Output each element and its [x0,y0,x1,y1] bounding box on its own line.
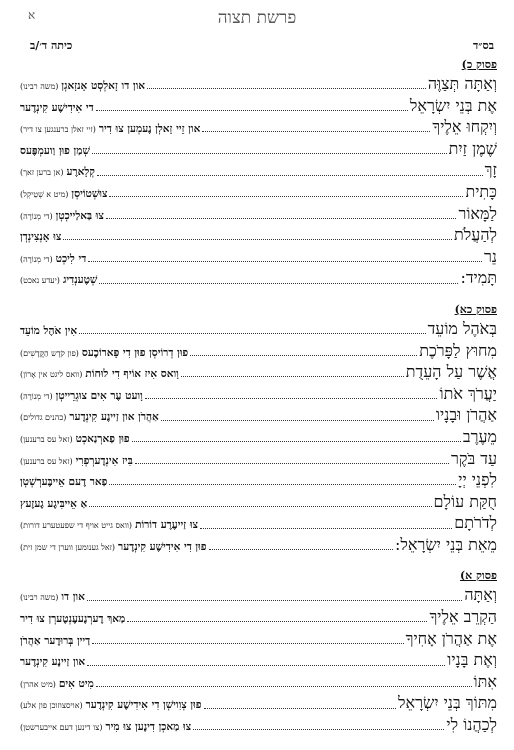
hebrew-phrase: תָּמִיד: [460,268,497,288]
translation-text: פוּן צְוִוישְׁן דִי אִידִישֶׁע קִינְדֶער [85,699,202,712]
header-right: בס״ד [472,39,494,52]
hebrew-phrase: הַקְרֵב אֵלֶיךָ [429,607,497,627]
verse-row [20,116,497,138]
hebrew-phrase: יַעֲרֹךְ אֹתוֹ [439,383,497,403]
translation [20,429,130,451]
verse-row [20,246,497,268]
translation [20,119,200,141]
hebrew-phrase: מֵאֵת בְּנֵי יִשְׂרָאֵל: [395,534,497,554]
dotted-leader [63,229,452,240]
translation [20,494,87,516]
translation [20,227,61,249]
translation-note: (מיט א שְׁטֵיקְל) [20,189,69,199]
dotted-leader [200,518,452,529]
dotted-leader [87,590,463,601]
verse-row [20,491,497,513]
translation [20,321,77,343]
dotted-leader [147,78,426,89]
translation-text: וָועט עֶר אִים צוּגְרֵייטְן [55,389,143,402]
translation-text: די אִידִישֶׁע קִינְדֶער [20,101,94,114]
hebrew-phrase: וְאַתָּה [464,585,497,605]
translation-text: די לִיכְט [55,252,87,265]
verse-section [20,569,497,735]
hebrew-phrase: אֶת אַהֲרֹן אָחִיךָ [405,628,497,648]
dotted-leader [127,611,427,622]
hebrew-phrase: זָךְ [484,160,497,180]
verse-row [20,584,497,606]
hebrew-phrase: לְכַהֲנוֹ לִי [446,715,497,735]
dotted-leader [96,676,472,687]
translation-text: קְלָארֶע [66,166,95,179]
translation-text: פוּן דִי אִידִישֶׁע קִינְדֶער [118,540,207,553]
dotted-leader [204,698,397,709]
translation-text: צוּ אָנְצִינְדְן [20,231,62,244]
translation-text: דַיין בְּרוּדֶער אַהֲרֹן [20,634,91,647]
verse-row [20,181,497,203]
section-heading: פסוק א) [459,569,497,583]
hebrew-phrase: נֵר [483,246,497,266]
dotted-leader [135,453,449,464]
verse-row [20,671,497,693]
hebrew-phrase: מִחוּץ לַפָּרֹכֶת [419,340,497,360]
verse-row [20,606,497,628]
verse-row [20,534,497,556]
translation [20,407,159,429]
translation-text: פוּן דְרוֹיסְן פוּן דִי פָּארוֹכֶעס [81,346,189,359]
hebrew-phrase: מִתּוֹךְ בְּנֵי יִשְׂרָאֵל [398,693,497,713]
translation-note: (זאל עס ברענען) [20,456,73,466]
translation [20,141,90,163]
translation [20,386,143,408]
translation-note: (זאל עס ברענען) [20,434,73,444]
dotted-leader [132,431,461,442]
translation-text: וָואס אִיז אוֹיף דִי לוּחוֹת [85,368,179,381]
dotted-leader [88,251,482,262]
translation-note: (די מְנוֹרָה) [20,254,53,264]
hebrew-phrase: לִפְנֵי יְיָ [458,470,497,490]
hebrew-phrase: וְאַתָּה תְּצַוֶּה [427,74,497,93]
translation [20,343,188,365]
hebrew-phrase: שֶׁמֶן זַיִת [448,138,497,158]
translation-note: (וואס גייט אויף די שפעטערע דורות) [20,521,133,531]
translation [20,652,85,674]
translation-text: אַ אֵייבִּיגֶע גֶעזֶעץ [20,497,88,510]
hebrew-phrase: לְהַעֲלֹת [454,225,497,245]
dotted-leader [79,323,425,334]
translation-text: צוּ מַאכְן דִינֶען צוּ מִיר [105,721,192,734]
verse-row [20,448,497,470]
translation-text: אַהֲרֹן און זַיינֶע קִינְדֶער [69,411,159,424]
translation-text: צוּ זַייעֶרֶע דוֹרוֹת [135,519,199,532]
dotted-leader [193,719,444,730]
translation [20,472,107,494]
verse-row [20,138,497,160]
verse-row [20,512,497,534]
translation [20,537,207,559]
verse-section [20,58,497,289]
verse-row [20,340,497,362]
verse-row [20,628,497,650]
verse-row [20,267,497,289]
dotted-leader [161,410,434,421]
translation-note: (די מְנוֹרָה) [20,211,53,221]
hebrew-phrase: בְּאֹהֶל מוֹעֵד [427,318,497,338]
dotted-leader [145,388,438,399]
dotted-leader [181,366,404,377]
page-title: פרשת תצוה [217,8,297,28]
translation [20,270,97,292]
translation [20,515,198,537]
translation-text: שְׁטֶענְדִיג [62,274,98,287]
dotted-leader [106,208,457,219]
translation [20,206,104,228]
translation-note: (די מְנוֹרָה) [20,391,53,401]
translation-note: (משה רבינו) [20,82,59,91]
translation-text: צוּ בַּאלַייכְטְן [55,209,104,222]
hebrew-phrase: מֵעֶרֶב [462,426,497,446]
translation [20,162,95,184]
verse-row [20,383,497,405]
verse-row [20,692,497,714]
translation-note: (וואס ליגט אין אָרוֹן) [20,370,83,380]
verse-row [20,426,497,448]
translation [20,451,133,473]
hebrew-phrase: חֻקַּת עוֹלָם [433,491,497,511]
dotted-leader [209,539,394,550]
verse-row [20,404,497,426]
section-heading: פסוק כ) [461,58,497,71]
translation-text: שְׁמַן פוּן וַועמְפֶּעס [20,144,90,157]
translation-note: (כהנים גדולים) [20,413,67,423]
verse-row [20,224,497,246]
translation [20,184,107,206]
translation-text: און זַיינֶע קִינְדֶער [20,656,86,669]
verse-row [20,469,497,491]
hebrew-phrase: עַד בֹּקֶר [451,448,497,468]
translation-text: און זֵיי זָאלְן נֶעמְען צוּ דִיר [98,123,201,136]
page-number: א [28,8,36,22]
translation-note: (יעדע נאכט) [20,276,60,286]
dotted-leader [202,121,430,132]
hebrew-phrase: כָּתִית [465,181,497,201]
verse-row [20,318,497,340]
dotted-leader [92,143,447,154]
dotted-leader [87,655,445,666]
translation-note: (מיט אהרן) [20,679,56,689]
translation-text: מַאךְ דֶערְנֶעעֶנְטֶערְן צוּ דִיר [20,613,126,626]
dotted-leader [89,496,431,507]
translation [20,587,85,609]
dotted-leader [190,345,417,356]
translation-note: (אויסצוזוכן פון אלע) [20,701,83,711]
translation-text: אִין אֹהֶל מוֹעֵד [20,324,78,337]
translation [20,364,179,386]
translation [20,674,94,696]
verse-row [20,159,497,181]
hebrew-phrase: אֶת בְּנֵי יִשְׂרָאֵל [409,95,497,115]
section-heading: פסוק כא) [454,302,497,316]
header-left: כיתה ד׳/ב [30,39,73,52]
verse-row [20,714,497,736]
translation-note: (זאל גענומען ווערן די שמן זית) [20,542,116,552]
verse-content [20,58,497,750]
translation-text: מִיט אִים [58,677,94,690]
dotted-leader [96,100,408,111]
dotted-leader [109,186,463,197]
translation-text: פוּן פַארְנַאכְט [75,432,130,445]
translation [20,249,86,271]
hebrew-phrase: אִתּוֹ [473,671,497,691]
translation [20,631,90,653]
verse-row [20,95,497,117]
hebrew-phrase: לַמָּאוֹר [458,203,497,223]
translation-note: (אן ברען זאך) [20,168,64,178]
translation-text: און דו זָאלְסְט אָנזָאגְן [61,80,145,92]
hebrew-phrase: וְאֶת בָּנָיו [447,650,497,670]
translation [20,695,202,717]
translation-note: (צו דינען דעם אייבערשטן) [20,723,103,733]
translation-text: פַאר דֶעם אֵייבֶּערְשְׁטְן [20,476,108,489]
translation [20,76,145,98]
hebrew-phrase: וְיִקְחוּ אֵלֶיךָ [432,117,497,137]
translation-note: (זיי זאלן ברענגען צו דיר) [20,125,96,135]
translation-text: בִּיז אִינְדֶערְפְרִי [75,454,133,467]
translation-text: און דו [61,591,85,604]
dotted-leader [92,633,403,644]
verse-row [20,203,497,225]
verse-section [20,303,497,556]
translation-text: צוּשְׁטוֹיסְן [71,187,108,200]
translation [20,98,94,120]
verse-row [20,361,497,383]
dotted-leader [97,165,483,176]
hebrew-phrase: אַהֲרֹן וּבָנָיו [435,405,497,425]
hebrew-phrase: לְדֹרֹתָם [454,513,497,533]
hebrew-phrase: אֲשֶׁר עַל הָעֵדֻת [405,362,497,382]
dotted-leader [99,273,458,284]
dotted-leader [109,474,456,485]
verse-row [20,73,497,95]
translation [20,717,191,739]
translation-note: (פון קֹדֶש הַקֳּדָשִׁים) [20,348,79,358]
verse-row [20,649,497,671]
translation-note: (משה רבינו) [20,593,59,603]
translation [20,609,125,631]
